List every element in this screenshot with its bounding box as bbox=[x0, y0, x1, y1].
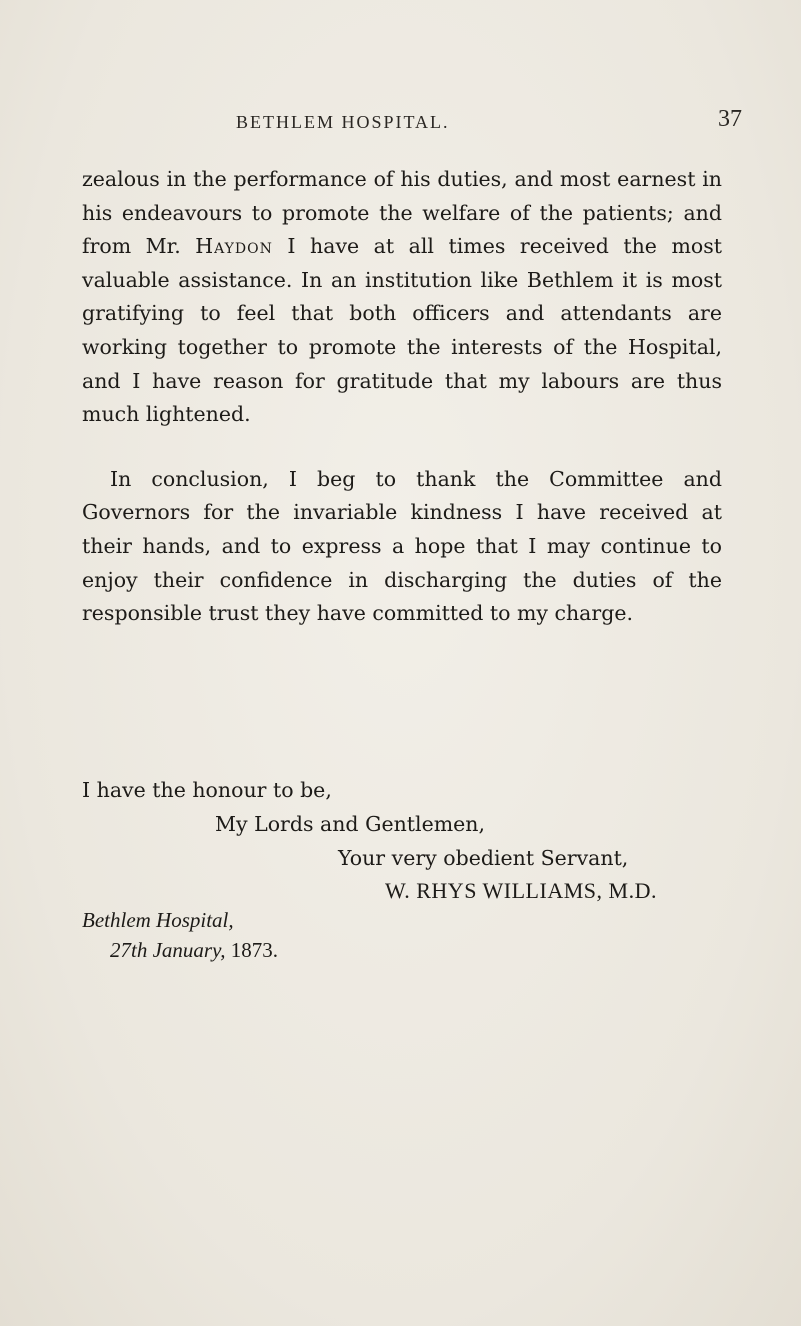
letter-body bbox=[82, 163, 722, 631]
closing-line-1-text: I have the honour to be, bbox=[82, 778, 332, 802]
closing-line-3-text: Your very obedient Servant, bbox=[338, 846, 629, 870]
signature: W. RHYS WILLIAMS, M.D. bbox=[385, 878, 657, 903]
paragraph-1-text-before: zealous in the performance of his duties, and most earnest in his endeavours to promote the welfare of the patients; and from Mr. bbox=[82, 167, 722, 259]
running-head-title: BETHLEM HOSPITAL. bbox=[236, 112, 450, 132]
page-number: 37 bbox=[718, 106, 742, 132]
paragraph-1-text-after: I have at all times received the most valuable assistance. In an institution like Bethlem it is most gratifying to feel that both officers and attendants are working together to promote the interests of the Hospital, and I have reason for gratitude that my labours are thus much lightened. bbox=[82, 234, 722, 427]
paragraph-continuation bbox=[82, 163, 722, 432]
name-haydon: Haydon bbox=[195, 234, 273, 259]
dateline-year: 1873. bbox=[230, 938, 278, 962]
dateline-date bbox=[110, 938, 278, 963]
paragraph-conclusion: In conclusion, I beg to thank the Committee and Governors for the invariable kindness I have received at their hands, and to express a hope that I may continue to enjoy their confidence in discharging the duties of the responsible trust they have committed to my charge. bbox=[82, 466, 722, 626]
dateline-day: 27th bbox=[110, 938, 148, 962]
dateline-place: Bethlem Hospital, bbox=[82, 908, 234, 932]
closing-line-2-text: My Lords and Gentlemen, bbox=[215, 812, 485, 836]
dateline-month: January, bbox=[152, 938, 226, 962]
